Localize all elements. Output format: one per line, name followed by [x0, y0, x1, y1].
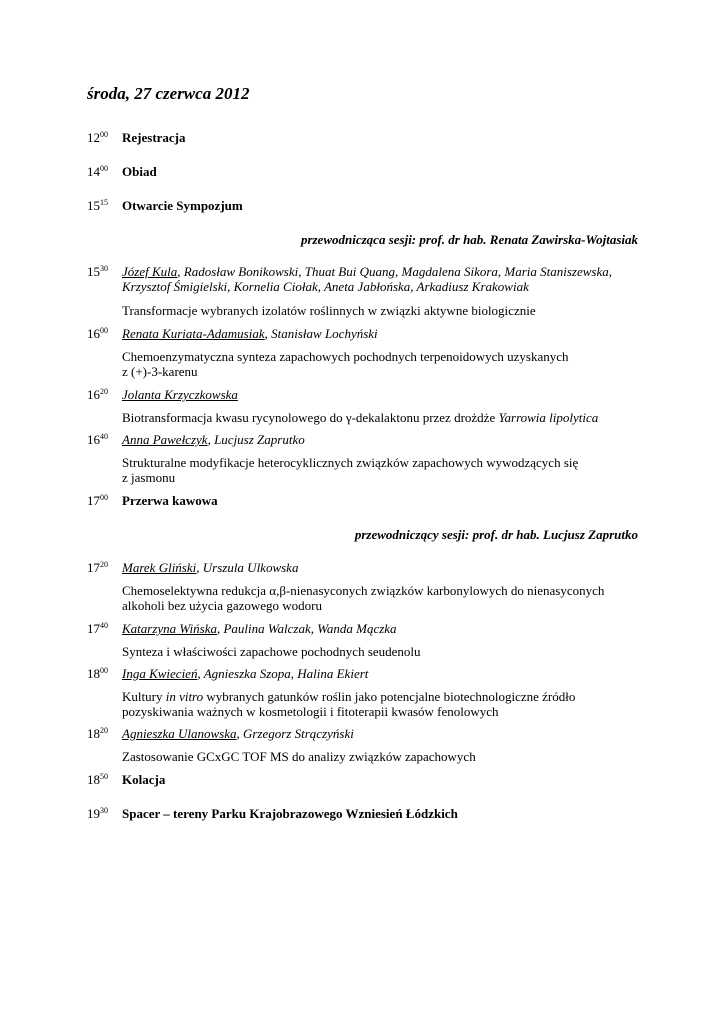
talk-title-continued: z (+)-3-karenu	[122, 364, 198, 379]
term-italic: in vitro	[165, 689, 204, 704]
item-time: $18^{50}$	[87, 772, 108, 787]
species-name: Yarrowia lipolytica	[498, 410, 599, 425]
item-label: Spacer – tereny Parku Krajobrazowego Wzniesień Łódzkich	[122, 806, 458, 821]
authors-line: Krzysztof Śmigielski, Kornelia Ciołak, Aneta Jabłońska, Arkadiusz Krakowiak	[122, 279, 529, 294]
talk-title-continued: alkoholi bez użycia gazowego wodoru	[122, 598, 322, 613]
item-time: $19^{30}$	[87, 806, 108, 821]
talk-time: $16^{00}$	[87, 326, 108, 341]
page-title: środa, 27 czerwca 2012	[87, 84, 250, 103]
presenter: Katarzyna Wińska	[122, 621, 217, 636]
authors-line: Inga Kwiecień, Agnieszka Szopa, Halina Ekiert	[122, 666, 369, 681]
authors-line: Renata Kuriata-Adamusiak, Stanisław Lochyński	[122, 326, 378, 341]
talk-title: Zastosowanie GCxGC TOF MS do analizy związków zapachowych	[122, 749, 476, 764]
authors-line: Anna Pawełczyk, Lucjusz Zaprutko	[122, 432, 305, 447]
item-time: $12^{00}$	[87, 130, 108, 145]
talk-time: $15^{30}$	[87, 264, 108, 279]
item-time: $17^{00}$	[87, 493, 108, 508]
talk-time: $17^{40}$	[87, 621, 108, 636]
talk-title: Kultury in vitro wybranych gatunków roślin jako potencjalne biotechnologiczne źródło	[122, 689, 576, 704]
presenter: Jolanta Krzyczkowska	[122, 387, 238, 402]
talk-title: Strukturalne modyfikacje heterocyklicznych związków zapachowych wywodzących się	[122, 455, 579, 470]
talk-title: Chemoenzymatyczna synteza zapachowych pochodnych terpenoidowych uzyskanych	[122, 349, 569, 364]
authors-line: Katarzyna Wińska, Paulina Walczak, Wanda Mączka	[122, 621, 397, 636]
presenter: Agnieszka Ulanowska	[122, 726, 237, 741]
item-label: Przerwa kawowa	[122, 493, 218, 508]
item-label: Rejestracja	[122, 130, 186, 145]
presenter: Anna Pawełczyk	[122, 432, 208, 447]
item-label: Kolacja	[122, 772, 166, 787]
talk-time: $17^{20}$	[87, 560, 108, 575]
presenter: Marek Gliński	[122, 560, 197, 575]
talk-time: $16^{20}$	[87, 387, 108, 402]
talk-time: $18^{00}$	[87, 666, 108, 681]
presenter: Józef Kula	[122, 264, 178, 279]
talk-title-continued: pozyskiwania ważnych w kosmetologii i fitoterapii kwasów fenolowych	[122, 704, 499, 719]
talk-time: $16^{40}$	[87, 432, 108, 447]
authors-line: Marek Gliński, Urszula Ulkowska	[122, 560, 299, 575]
talk-title-continued: z jasmonu	[122, 470, 176, 485]
authors-line	[122, 387, 642, 402]
talk-title: Biotransformacja kwasu rycynolowego do γ-dekalaktonu przez drożdże Yarrowia lipolytica	[122, 410, 599, 425]
session-chair: przewodnicząca sesji: prof. dr hab. Renata Zawirska-Wojtasiak	[300, 232, 638, 247]
presenter: Renata Kuriata-Adamusiak	[122, 326, 265, 341]
talk-title: Synteza i właściwości zapachowe pochodnych seudenolu	[122, 644, 421, 659]
talk-title: Chemoselektywna redukcja α,β-nienasyconych związków karbonylowych do nienasyconych	[122, 583, 605, 598]
item-time: $14^{00}$	[87, 164, 108, 179]
item-label: Obiad	[122, 164, 157, 179]
item-time: $15^{15}$	[87, 198, 108, 213]
authors-line: Agnieszka Ulanowska, Grzegorz Strączyński	[122, 726, 354, 741]
talk-time: $18^{20}$	[87, 726, 108, 741]
presenter: Inga Kwiecień	[122, 666, 198, 681]
authors-line: Józef Kula, Radosław Bonikowski, Thuat Bui Quang, Magdalena Sikora, Maria Staniszewska,	[122, 264, 613, 279]
talk-title: Transformacje wybranych izolatów roślinnych w związki aktywne biologicznie	[122, 303, 536, 318]
item-label: Otwarcie Sympozjum	[122, 198, 243, 213]
session-chair: przewodniczący sesji: prof. dr hab. Lucjusz Zaprutko	[354, 527, 638, 542]
